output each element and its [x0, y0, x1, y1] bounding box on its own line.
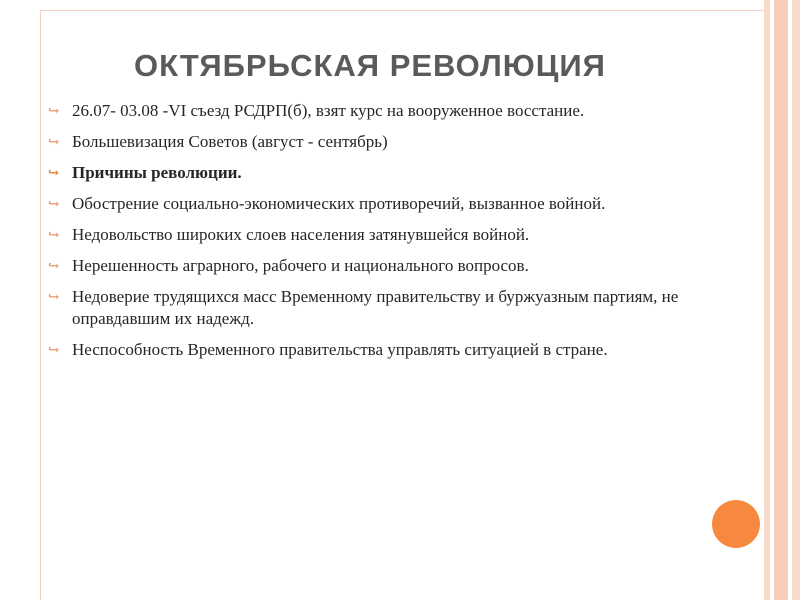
list-item-text: 26.07- 03.08 -VI съезд РСДРП(б), взят курс на вооруженное восстание.: [72, 101, 585, 120]
list-item-text: Недоверие трудящихся масс Временному правительству и буржуазным партиям, не оправдавшим их надежд.: [72, 287, 679, 328]
list-item: [48, 224, 688, 246]
list-item-text: Неспособность Временного правительства управлять ситуацией в стране.: [72, 340, 608, 359]
list-item-text: Большевизация Советов (август - сентябрь): [72, 132, 388, 151]
list-item-text: Обострение социально-экономических противоречий, вызванное войной.: [72, 194, 606, 213]
list-item-text: Причины революции.: [72, 163, 242, 182]
frame-left-line: [40, 10, 41, 600]
list-item: [48, 339, 688, 361]
arrow-bullet-icon: ↪: [48, 227, 59, 242]
frame-top-line: [40, 10, 800, 11]
list-item: [48, 100, 688, 122]
right-decorative-stripe: [792, 0, 800, 600]
arrow-bullet-icon: ↪: [48, 134, 59, 149]
arrow-bullet-icon: ↪: [48, 258, 59, 273]
list-item-heading: [48, 162, 688, 184]
arrow-bullet-icon: ↪: [48, 342, 59, 357]
list-item: [48, 193, 688, 215]
arrow-bullet-icon: ↪: [48, 165, 59, 180]
arrow-bullet-icon: ↪: [48, 289, 59, 304]
list-item: [48, 131, 688, 153]
orange-circle-decoration: [712, 500, 760, 548]
list-item: [48, 255, 688, 277]
slide-title: ОКТЯБРЬСКАЯ РЕВОЛЮЦИЯ: [134, 48, 606, 83]
bullet-list: [48, 100, 688, 370]
list-item-text: Нерешенность аграрного, рабочего и национального вопросов.: [72, 256, 529, 275]
list-item: [48, 286, 688, 330]
right-decorative-stripe: [774, 0, 788, 600]
arrow-bullet-icon: ↪: [48, 196, 59, 211]
list-item-text: Недовольство широких слоев населения затянувшейся войной.: [72, 225, 530, 244]
arrow-bullet-icon: ↪: [48, 103, 59, 118]
